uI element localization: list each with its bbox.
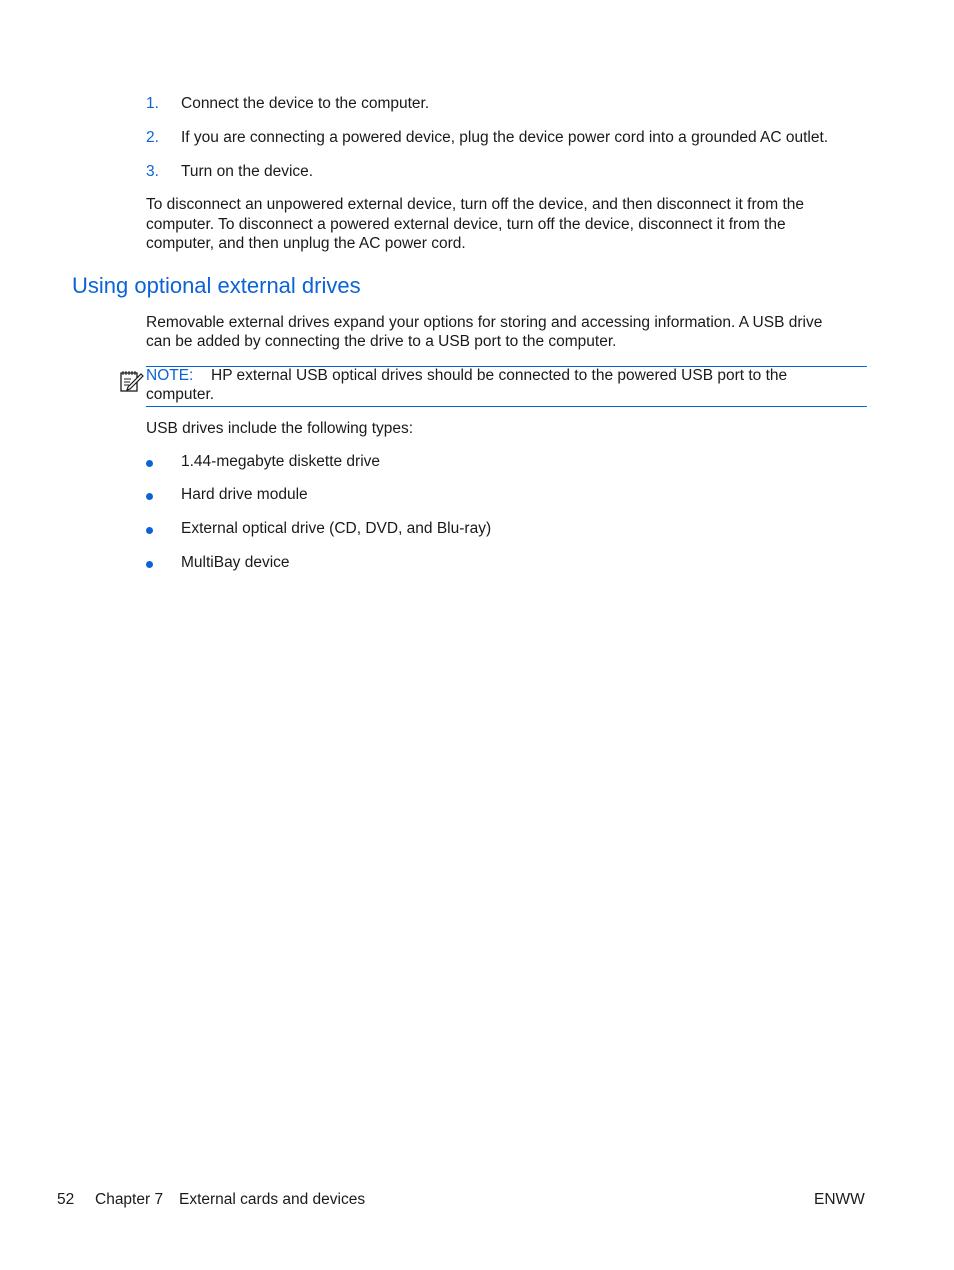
paragraph-line: can be added by connecting the drive to a USB port to the computer. (146, 333, 617, 350)
footer-locale: ENWW (814, 1191, 865, 1208)
note-text: HP external USB optical drives should be connected to the powered USB port to the (211, 367, 788, 384)
footer-chapter-title: External cards and devices (179, 1191, 366, 1208)
footer-chapter: Chapter 7 (95, 1191, 164, 1208)
step-text: Turn on the device. (181, 163, 314, 180)
list-item: External optical drive (CD, DVD, and Blu-ray) (181, 520, 492, 537)
note-icon (119, 369, 145, 393)
step-number: 3. (146, 163, 159, 180)
step-text: Connect the device to the computer. (181, 95, 430, 112)
page-number: 52 (57, 1191, 75, 1208)
list-item: 1.44-megabyte diskette drive (181, 453, 381, 470)
note-text-continued: computer. (146, 386, 215, 403)
paragraph-line: computer. To disconnect a powered external device, turn off the device, disconnect it from the (146, 216, 786, 233)
note-label: NOTE: (146, 367, 194, 384)
step-number: 1. (146, 95, 159, 112)
bullet-icon (146, 493, 153, 500)
step-number: 2. (146, 129, 159, 146)
note-bottom-rule (146, 406, 867, 407)
paragraph-line: To disconnect an unpowered external device, turn off the device, and then disconnect it from the (146, 196, 805, 213)
bullet-icon (146, 527, 153, 534)
list-item: Hard drive module (181, 486, 308, 503)
bullet-icon (146, 561, 153, 568)
types-intro: USB drives include the following types: (146, 420, 414, 437)
bullet-icon (146, 460, 153, 467)
list-item: MultiBay device (181, 554, 290, 571)
section-heading: Using optional external drives (72, 273, 361, 298)
paragraph-line: Removable external drives expand your options for storing and accessing information. A USB drive (146, 314, 823, 331)
paragraph-line: computer, and then unplug the AC power cord. (146, 235, 466, 252)
step-text: If you are connecting a powered device, plug the device power cord into a grounded AC outlet. (181, 129, 829, 146)
